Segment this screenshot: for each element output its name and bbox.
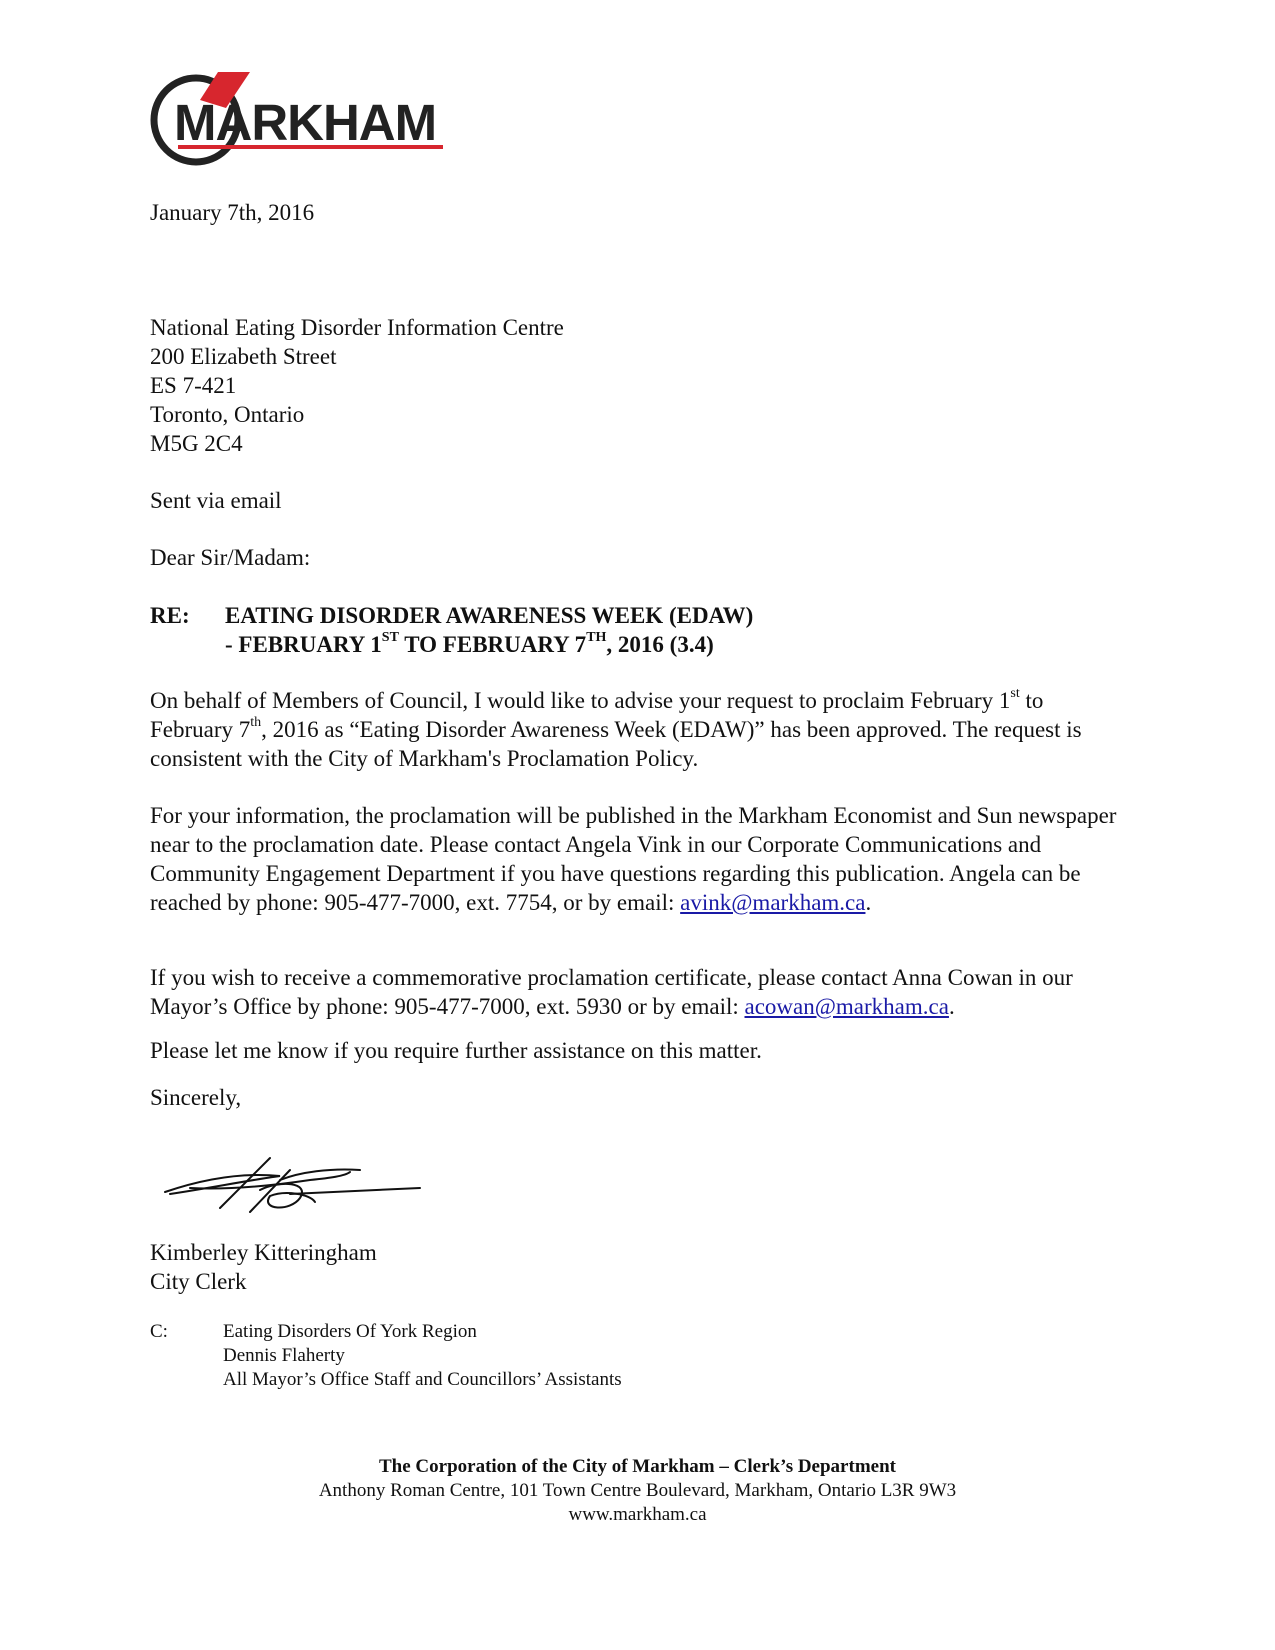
- letter-footer: [0, 1455, 1275, 1527]
- address-line: 200 Elizabeth Street: [150, 344, 337, 369]
- re-line-1: EATING DISORDER AWARENESS WEEK (EDAW): [225, 603, 754, 628]
- cc-item: All Mayor’s Office Staff and Councillors’ Assistants: [223, 1369, 622, 1390]
- address-line: National Eating Disorder Information Centre: [150, 315, 564, 340]
- handwritten-signature: [160, 1150, 430, 1230]
- cc-item: Eating Disorders Of York Region: [223, 1321, 477, 1342]
- footer-address: Anthony Roman Centre, 101 Town Centre Boulevard, Markham, Ontario L3R 9W3: [318, 1480, 957, 1501]
- re-line-2: - FEBRUARY 1ST TO FEBRUARY 7TH, 2016 (3.4): [225, 630, 714, 657]
- cc-item: Dennis Flaherty: [223, 1345, 345, 1366]
- letter-date: January 7th, 2016: [150, 200, 315, 225]
- cc-label: C:: [150, 1321, 168, 1342]
- address-line: ES 7-421: [150, 373, 237, 398]
- closing: Sincerely,: [150, 1085, 242, 1110]
- address-line: M5G 2C4: [150, 431, 243, 456]
- address-line: Toronto, Ontario: [150, 402, 305, 427]
- footer-title: The Corporation of the City of Markham – Clerk’s Department: [379, 1456, 896, 1477]
- signer-block: [150, 1238, 377, 1296]
- email-link-avink[interactable]: avink@markham.ca: [680, 890, 866, 915]
- signer-name: Kimberley Kitteringham: [150, 1240, 377, 1265]
- paragraph-approval: On behalf of Members of Council, I would like to advise your request to proclaim February 1st to February 7th, 2016 as “Eating Disorder Awareness Week (EDAW)” has been approved. The request is consistent with the City of Markham's Proclamation Policy.: [150, 686, 1082, 771]
- paragraph-assistance: Please let me know if you require further assistance on this matter.: [150, 1038, 762, 1063]
- footer-website: www.markham.ca: [568, 1504, 707, 1525]
- re-text: [225, 601, 753, 659]
- paragraph-publication: For your information, the proclamation will be published in the Markham Economist and Sun newspaper near to the proclamation date. Please contact Angela Vink in our Corporate Communications and Community Engagement Department if you have questions regarding this publication. Angela can be reached by phone: 905-477-7000, ext. 7754, or by email: avink@markham.ca.: [150, 803, 1117, 915]
- paragraph-certificate: If you wish to receive a commemorative proclamation certificate, please contact Anna Cowan in our Mayor’s Office by phone: 905-477-7000, ext. 5930 or by email: acowan@markham.ca.: [150, 965, 1073, 1019]
- re-label: RE:: [150, 603, 190, 628]
- salutation: Dear Sir/Madam:: [150, 545, 311, 570]
- signer-title: City Clerk: [150, 1269, 247, 1294]
- logo-wordmark: MARKHAM: [174, 94, 437, 151]
- email-link-acowan[interactable]: acowan@markham.ca: [744, 994, 949, 1019]
- delivery-note: Sent via email: [150, 488, 282, 513]
- cc-list: [223, 1320, 622, 1392]
- recipient-address: [150, 313, 564, 458]
